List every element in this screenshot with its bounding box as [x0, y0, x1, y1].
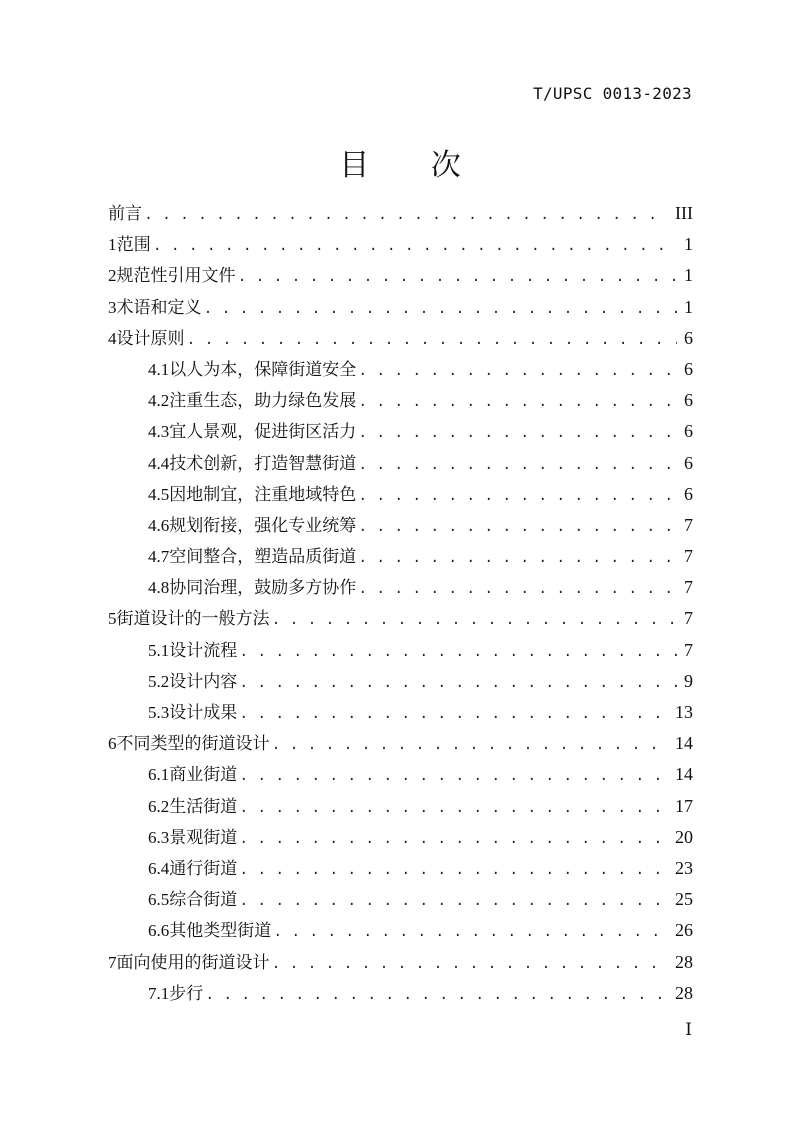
toc-entry[interactable]	[108, 323, 693, 354]
toc-entry[interactable]	[108, 884, 693, 915]
toc-entry[interactable]	[108, 759, 693, 790]
toc-entry[interactable]	[108, 603, 693, 634]
toc-entry-label: 面向使用的街道设计	[116, 952, 270, 973]
toc-entry-label: 景观街道	[169, 827, 238, 848]
toc-entry-label: 步行	[169, 983, 204, 1004]
page-title: 目 次	[339, 148, 487, 183]
toc-entry-page: 28	[675, 951, 693, 972]
toc-dot-leader	[358, 512, 677, 543]
toc-entry-number: 6.1	[148, 765, 170, 785]
toc-entry[interactable]	[108, 416, 693, 447]
toc-entry[interactable]	[108, 635, 693, 666]
toc-entry-label: 以人为本，保障街道安全	[169, 359, 357, 380]
toc-entry-page: 7	[684, 608, 693, 629]
toc-dot-leader	[358, 356, 677, 387]
toc-entry-number: 4.6	[148, 515, 170, 535]
toc-entry-number: 4.2	[148, 391, 170, 411]
toc-entry-label: 空间整合，塑造品质街道	[169, 547, 357, 568]
toc-entry-page: 7	[684, 546, 693, 567]
toc-entry-label: 技术创新，打造智慧街道	[169, 453, 357, 474]
toc-dot-leader	[239, 824, 669, 855]
toc-entry-label: 范围	[116, 235, 151, 256]
toc-entry-label: 设计内容	[169, 671, 238, 692]
toc-dot-leader	[239, 793, 669, 824]
toc-entry-page: 7	[684, 514, 693, 535]
toc-entry-page: 7	[684, 577, 693, 598]
toc-entry-label: 前言	[108, 204, 142, 224]
toc-dot-leader	[358, 418, 677, 449]
table-of-contents	[108, 198, 693, 1009]
toc-entry-number: 4.8	[148, 578, 170, 598]
toc-entry-number: 4.5	[148, 484, 170, 504]
toc-entry-page: 14	[675, 764, 693, 785]
toc-entry-page: 6	[684, 452, 693, 473]
toc-entry[interactable]	[108, 354, 693, 385]
toc-entry-number: 5.1	[148, 640, 170, 660]
toc-dot-leader	[144, 200, 669, 231]
toc-dot-leader	[358, 387, 677, 418]
toc-entry-label: 设计流程	[169, 640, 238, 661]
toc-entry[interactable]	[108, 666, 693, 697]
toc-entry-label: 街道设计的一般方法	[116, 609, 270, 630]
toc-entry-number: 5.2	[148, 671, 170, 691]
toc-entry-label: 设计成果	[169, 703, 238, 723]
toc-entry-label: 规划衔接，强化专业统筹	[169, 515, 357, 536]
toc-entry-number: 3	[108, 297, 117, 317]
toc-entry-page: 7	[684, 639, 693, 660]
toc-entry-label: 设计原则	[116, 328, 185, 349]
toc-dot-leader	[239, 668, 677, 699]
toc-entry[interactable]	[108, 697, 693, 728]
toc-entry-page: 1	[684, 265, 693, 286]
toc-entry[interactable]	[108, 728, 693, 759]
toc-dot-leader	[358, 543, 677, 574]
toc-entry-number: 6.6	[148, 921, 170, 941]
toc-entry[interactable]	[108, 260, 693, 291]
toc-entry-page: 17	[675, 795, 693, 816]
toc-entry-label: 通行街道	[169, 858, 238, 879]
toc-entry-label: 术语和定义	[116, 297, 202, 318]
toc-dot-leader	[205, 980, 669, 1011]
toc-entry-page: 6	[684, 358, 693, 379]
toc-dot-leader	[238, 262, 678, 293]
toc-entry[interactable]	[108, 479, 693, 510]
toc-entry[interactable]	[108, 385, 693, 416]
toc-entry-number: 4	[108, 328, 117, 348]
toc-entry-number: 4.7	[148, 547, 170, 567]
toc-entry-page: 28	[675, 982, 693, 1003]
toc-entry[interactable]	[108, 229, 693, 260]
toc-entry-label: 因地制宜，注重地域特色	[169, 484, 357, 505]
toc-entry-page: 13	[675, 702, 693, 722]
toc-entry-page: III	[675, 203, 693, 223]
toc-entry-number: 6.2	[148, 796, 170, 816]
toc-entry-page: 1	[684, 296, 693, 317]
toc-entry-page: 14	[675, 733, 693, 754]
toc-dot-leader	[358, 450, 677, 481]
toc-entry-label: 注重生态，助力绿色发展	[169, 391, 357, 412]
toc-entry-number: 6.4	[148, 858, 170, 878]
toc-dot-leader	[239, 699, 669, 730]
toc-entry-page: 20	[675, 826, 693, 847]
toc-entry-label: 不同类型的街道设计	[116, 734, 270, 755]
toc-entry-label: 商业街道	[169, 765, 238, 786]
toc-entry[interactable]	[108, 822, 693, 853]
toc-dot-leader	[239, 855, 669, 886]
toc-dot-leader	[358, 481, 677, 512]
toc-entry[interactable]	[108, 915, 693, 946]
toc-entry-number: 7	[108, 952, 117, 972]
toc-entry[interactable]	[108, 198, 693, 229]
toc-entry[interactable]	[108, 448, 693, 479]
toc-entry-number: 6	[108, 734, 117, 754]
toc-entry-number: 6.5	[148, 890, 170, 910]
toc-entry-page: 9	[684, 670, 693, 691]
toc-dot-leader	[239, 761, 669, 792]
toc-entry-label: 其他类型街道	[169, 921, 272, 942]
toc-entry-page: 6	[684, 390, 693, 411]
toc-dot-leader	[239, 886, 669, 917]
toc-entry-page: 6	[684, 483, 693, 504]
document-code: T/UPSC 0013-2023	[533, 84, 692, 103]
toc-entry-page: 26	[675, 920, 693, 941]
toc-dot-leader	[187, 325, 678, 356]
toc-entry[interactable]	[108, 947, 693, 978]
toc-entry-number: 5.3	[148, 703, 170, 722]
page-number: I	[685, 1020, 692, 1040]
toc-entry-number: 2	[108, 266, 117, 286]
toc-entry-number: 4.4	[148, 453, 170, 473]
toc-dot-leader	[272, 730, 670, 761]
toc-dot-leader	[358, 574, 677, 605]
toc-entry-number: 4.1	[148, 359, 170, 379]
toc-dot-leader	[272, 605, 678, 636]
toc-entry[interactable]	[108, 510, 693, 541]
toc-entry-number: 1	[108, 235, 117, 255]
toc-entry[interactable]	[108, 541, 693, 572]
toc-entry-page: 23	[675, 857, 693, 878]
toc-entry-page: 6	[684, 327, 693, 348]
toc-entry-label: 规范性引用文件	[116, 266, 236, 287]
toc-entry[interactable]	[108, 978, 693, 1009]
toc-entry[interactable]	[108, 572, 693, 603]
toc-entry-page: 25	[675, 889, 693, 910]
toc-dot-leader	[239, 637, 677, 668]
toc-entry-label: 宜人景观，促进街区活力	[169, 422, 357, 443]
toc-entry-label: 协同治理，鼓励多方协作	[169, 578, 357, 599]
toc-entry-page: 1	[684, 234, 693, 255]
toc-entry-label: 综合街道	[169, 890, 238, 911]
toc-dot-leader	[272, 949, 670, 980]
toc-entry-label: 生活街道	[169, 796, 238, 817]
toc-entry[interactable]	[108, 791, 693, 822]
toc-entry[interactable]	[108, 853, 693, 884]
toc-entry-number: 6.3	[148, 827, 170, 847]
toc-entry-number: 7.1	[148, 983, 170, 1003]
toc-entry-number: 4.3	[148, 422, 170, 442]
toc-dot-leader	[273, 917, 669, 948]
toc-dot-leader	[204, 294, 678, 325]
toc-entry-number: 5	[108, 609, 117, 629]
toc-entry-page: 6	[684, 421, 693, 442]
toc-dot-leader	[153, 231, 677, 262]
toc-entry[interactable]	[108, 292, 693, 323]
